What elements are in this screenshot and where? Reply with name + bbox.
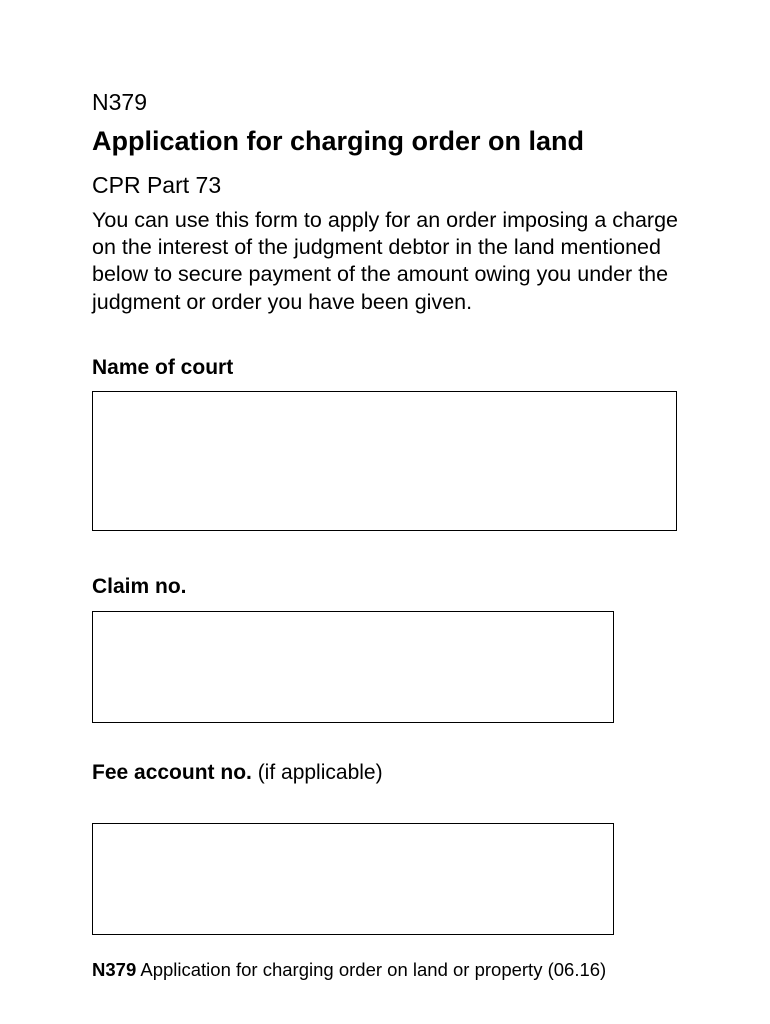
- claim-number-label-text: Claim no.: [92, 575, 187, 598]
- page-title: Application for charging order on land: [92, 126, 585, 156]
- intro-text: You can use this form to apply for an order imposing a charge on the interest of the judgment debtor in the land mentioned below to secure payment of the amount owing you under the judgment or order you have been given.: [92, 208, 679, 314]
- fee-account-label-text: Fee account no.: [92, 761, 252, 784]
- court-name-field[interactable]: [92, 391, 677, 531]
- claim-number-field[interactable]: [92, 611, 614, 723]
- footer-form-code: N379: [92, 959, 137, 980]
- claim-number-label: [92, 574, 187, 600]
- court-name-label: [92, 355, 233, 381]
- court-name-label-text: Name of court: [92, 356, 234, 379]
- fee-account-field[interactable]: [92, 823, 614, 935]
- fee-account-note: (if applicable): [251, 761, 383, 784]
- footer-form-title: Application for charging order on land or property (06.16): [136, 959, 607, 980]
- page-footer: [92, 958, 606, 982]
- page-subtitle: CPR Part 73: [92, 172, 222, 198]
- fee-account-label: [92, 760, 383, 786]
- form-code: N379: [92, 89, 147, 115]
